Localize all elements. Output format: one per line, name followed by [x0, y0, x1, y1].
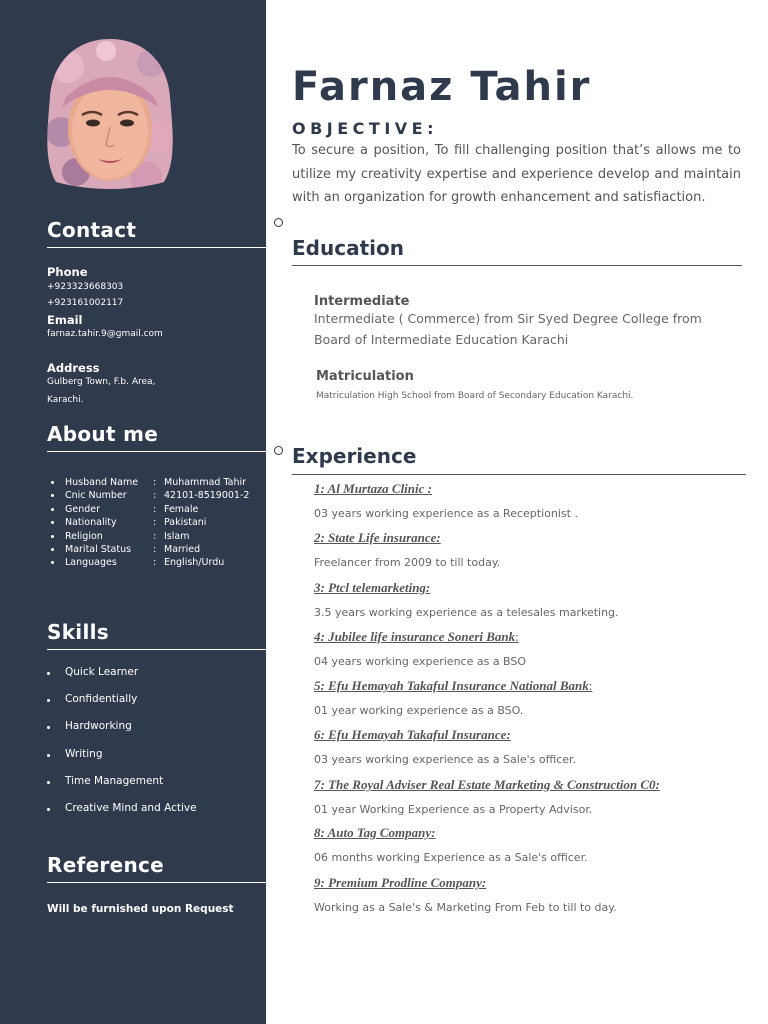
skill-item: Hardworking — [47, 720, 197, 747]
experience-desc: 3.5 years working experience as a telesales marketing. — [314, 606, 619, 619]
skills-heading: Skills — [47, 620, 109, 644]
about-key: Marital Status — [65, 543, 132, 555]
experience-divider — [292, 474, 746, 475]
timeline-circle-icon — [274, 218, 283, 227]
about-sep: : — [153, 530, 157, 542]
experience-desc: 01 year Working Experience as a Property Advisor. — [314, 803, 593, 816]
experience-title-text: 9: Premium Prodline Company: — [314, 875, 487, 890]
experience-desc: 06 months working Experience as a Sale's officer. — [314, 851, 588, 864]
education-title: Matriculation — [316, 369, 414, 384]
candidate-name: Farnaz Tahir — [292, 64, 592, 110]
experience-desc: Freelancer from 2009 to till today. — [314, 556, 501, 569]
about-key: Husband Name — [65, 477, 139, 488]
education-desc: Intermediate ( Commerce) from Sir Syed Degree College from Board of Intermediate Education Karachi — [314, 311, 702, 347]
email-address[interactable]: farnaz.tahir.9@gmail.com — [47, 329, 163, 339]
phone-number-1[interactable]: +923323668303 — [47, 282, 124, 292]
about-key: Religion — [65, 530, 103, 542]
address-line-2: Karachi. — [47, 395, 84, 405]
skill-item: Creative Mind and Active — [47, 802, 197, 829]
contact-heading: Contact — [47, 218, 137, 242]
education-desc: Matriculation High School from Board of Secondary Education Karachi. — [316, 391, 634, 401]
about-key: Nationality — [65, 517, 117, 529]
experience-title-text: 1: Al Murtaza Clinic : — [314, 481, 432, 496]
about-value: Muhammad Tahir — [164, 477, 247, 488]
experience-title — [314, 629, 519, 645]
objective-heading: OBJECTIVE: — [292, 119, 438, 138]
experience-title — [314, 530, 441, 546]
experience-title — [314, 580, 430, 596]
skills-list — [47, 666, 197, 829]
experience-title-text: 4: Jubilee life insurance Soneri Bank — [314, 629, 516, 644]
experience-title — [314, 678, 592, 694]
address-label: Address — [47, 361, 100, 375]
skill-item: Writing — [47, 748, 197, 775]
about-sep: : — [153, 490, 157, 502]
about-divider — [47, 451, 266, 452]
experience-title-text: 5: Efu Hemayah Takaful Insurance National Bank — [314, 678, 589, 693]
address-line-1: Gulberg Town, F.b. Area, — [47, 377, 156, 387]
phone-number-2[interactable]: +923161002117 — [47, 298, 124, 308]
profile-photo — [46, 37, 174, 189]
experience-title — [314, 727, 511, 743]
experience-title-text: 2: State Life insurance: — [314, 530, 441, 545]
education-heading: Education — [292, 236, 404, 260]
sidebar — [0, 0, 266, 1024]
timeline-circle-icon — [274, 446, 283, 455]
experience-title — [314, 777, 660, 793]
about-value: 42101-8519001-2 — [164, 490, 250, 502]
skill-item: Confidentially — [47, 693, 197, 720]
about-key: Cnic Number — [65, 490, 127, 502]
objective-text: To secure a position, To fill challenging position that’s allows me to utilize my creativity expertise and experience develop and maintain with an organization for growth enhancement and satisfiaction. — [292, 143, 741, 205]
experience-desc: 04 years working experience as a BSO — [314, 655, 527, 668]
about-value: Islam — [164, 530, 190, 542]
experience-heading: Experience — [292, 444, 417, 468]
experience-desc: 03 years working experience as a Sale's officer. — [314, 753, 577, 766]
about-sep: : — [153, 557, 157, 569]
experience-title-text: 8: Auto Tag Company: — [314, 825, 436, 840]
reference-heading: Reference — [47, 853, 165, 877]
experience-title-suffix: : — [588, 678, 593, 693]
experience-title — [314, 875, 486, 891]
experience-desc: 01 year working experience as a BSO. — [314, 704, 524, 717]
education-title: Intermediate — [314, 294, 410, 309]
skill-item: Time Management — [47, 775, 197, 802]
education-divider — [292, 265, 742, 266]
experience-title-text: 3: Ptcl telemarketing: — [314, 580, 431, 595]
about-heading: About me — [47, 422, 159, 446]
experience-title-suffix: : — [515, 629, 519, 644]
skills-divider — [47, 649, 266, 650]
about-value: Married — [164, 543, 201, 555]
email-label: Email — [47, 313, 83, 327]
experience-title — [314, 825, 435, 841]
about-value: English/Urdu — [164, 557, 225, 569]
experience-desc: 03 years working experience as a Receptionist . — [314, 507, 578, 520]
about-sep: : — [153, 517, 157, 529]
about-sep: : — [153, 543, 157, 555]
about-sep: : — [153, 477, 157, 488]
about-value: Female — [164, 503, 199, 515]
about-value: Pakistani — [164, 517, 207, 529]
about-sep: : — [153, 503, 157, 515]
reference-text: Will be furnished upon Request — [47, 903, 234, 915]
about-key: Languages — [65, 557, 117, 569]
experience-title — [314, 481, 432, 497]
contact-divider — [47, 247, 266, 248]
experience-desc: Working as a Sale's & Marketing From Feb to till to day. — [314, 901, 617, 914]
experience-title-text: 6: Efu Hemayah Takaful Insurance: — [314, 727, 511, 742]
skill-item: Quick Learner — [47, 666, 197, 693]
reference-divider — [47, 882, 266, 883]
phone-label: Phone — [47, 265, 88, 279]
experience-title-text: 7: The Royal Adviser Real Estate Marketing & Construction C0: — [314, 777, 660, 792]
about-key: Gender — [65, 503, 101, 515]
